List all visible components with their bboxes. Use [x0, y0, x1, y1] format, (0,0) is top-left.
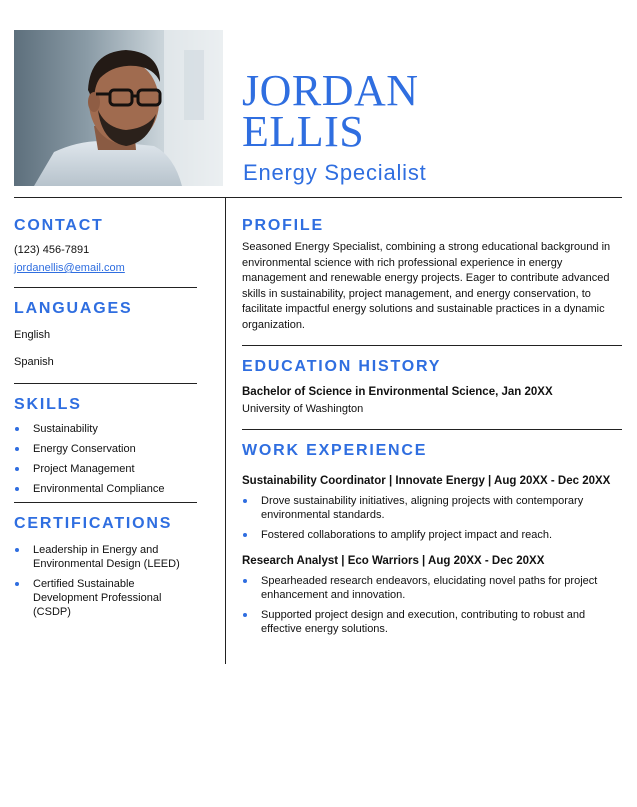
profile-heading: PROFILE — [242, 217, 324, 234]
job-bullet: Fostered collaborations to amplify project impact and reach. — [242, 528, 622, 542]
right-column — [242, 198, 622, 636]
job-entry — [242, 475, 622, 542]
job-bullet: Spearheaded research endeavors, elucidating novel paths for project enhancement and innovation. — [242, 574, 622, 602]
job-title: Energy Specialist — [243, 160, 427, 185]
job-entry — [242, 555, 622, 636]
job-bullet: Drove sustainability initiatives, aligning projects with contemporary environmental standards. — [242, 494, 622, 522]
languages-section — [14, 300, 197, 384]
last-name: ELLIS — [242, 107, 365, 156]
education-section — [242, 358, 622, 430]
contact-heading: CONTACT — [14, 217, 104, 234]
education-heading: EDUCATION HISTORY — [242, 358, 442, 375]
contact-divider — [14, 287, 197, 288]
skills-divider — [14, 502, 197, 503]
profile-section — [242, 217, 622, 346]
certifications-heading: CERTIFICATIONS — [14, 515, 173, 532]
contact-section — [14, 217, 197, 288]
certifications-list — [14, 543, 197, 619]
languages-heading: LANGUAGES — [14, 300, 133, 317]
profile-photo — [14, 30, 223, 186]
skill-item: Environmental Compliance — [14, 482, 197, 496]
skill-item: Energy Conservation — [14, 442, 197, 456]
phone-number: (123) 456-7891 — [14, 244, 90, 256]
language-item: Spanish — [14, 356, 54, 368]
certification-item: Leadership in Energy and Environmental Design (LEED) — [14, 543, 197, 571]
skill-item: Project Management — [14, 462, 197, 476]
job-bullet: Supported project design and execution, contributing to robust and effective energy solutions. — [242, 608, 622, 636]
certification-item: Certified Sustainable Development Professional (CSDP) — [14, 577, 197, 619]
email-link[interactable]: jordanellis@email.com — [14, 262, 125, 274]
skills-list — [14, 422, 197, 496]
profile-divider — [242, 345, 622, 346]
language-item: English — [14, 329, 51, 341]
job-bullets — [242, 574, 622, 636]
skill-item: Sustainability — [14, 422, 197, 436]
work-section — [242, 442, 622, 636]
job-bullets — [242, 494, 622, 542]
school: University of Washington — [242, 403, 364, 415]
certifications-section — [14, 515, 197, 619]
skills-heading: SKILLS — [14, 396, 82, 413]
candidate-name — [242, 66, 419, 156]
portrait-photo-icon — [14, 30, 223, 186]
work-heading: WORK EXPERIENCE — [242, 442, 428, 459]
column-divider — [225, 198, 226, 664]
degree: Bachelor of Science in Environmental Science, Jan 20XX — [242, 386, 553, 398]
education-divider — [242, 429, 622, 430]
profile-summary: Seasoned Energy Specialist, combining a strong educational background in environmental science with rich professional experience in energy management and renewable energy projects. Eager to contribute advanced skills in sustainability, project management, and energy conservation, to facilitate impactful energy solutions and sustainable practices in a dynamic organization. — [242, 241, 611, 331]
skills-section — [14, 396, 197, 503]
languages-divider — [14, 383, 197, 384]
job-header: Research Analyst | Eco Warriors | Aug 20XX - Dec 20XX — [242, 555, 545, 567]
job-header: Sustainability Coordinator | Innovate Energy | Aug 20XX - Dec 20XX — [242, 475, 611, 487]
first-name: JORDAN — [242, 66, 419, 115]
left-column — [14, 198, 197, 619]
